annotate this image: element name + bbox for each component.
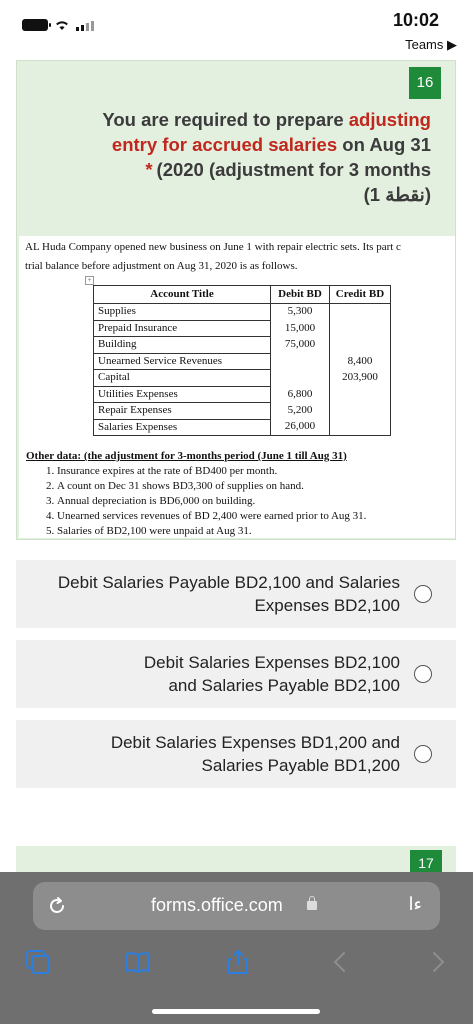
question-number: 17 bbox=[410, 850, 442, 876]
option-line: Expenses BD2,100 bbox=[254, 596, 400, 615]
table-cell bbox=[330, 337, 391, 354]
address-bar[interactable] bbox=[33, 882, 440, 930]
option-label bbox=[10, 571, 400, 617]
other-data-list bbox=[25, 464, 457, 539]
intro-text bbox=[25, 238, 453, 276]
other-data-heading: Other data: (the adjustment for 3-months period (June 1 till Aug 31) bbox=[26, 450, 347, 462]
table-cell: Utilities Expenses bbox=[94, 386, 271, 403]
table-anchor-icon: + bbox=[85, 276, 94, 285]
table-cell bbox=[271, 353, 330, 370]
option-line: Salaries Payable BD1,200 bbox=[201, 756, 400, 775]
table-cell: 15,000 bbox=[271, 320, 330, 337]
table-cell: 8,400 bbox=[330, 353, 391, 370]
option-line: Debit Salaries Expenses BD1,200 and bbox=[110, 733, 400, 752]
table-cell: Capital bbox=[94, 370, 271, 387]
trial-balance-table bbox=[93, 285, 391, 436]
answer-option-3[interactable] bbox=[16, 720, 456, 788]
status-bar bbox=[0, 0, 473, 56]
signal-icon bbox=[76, 19, 94, 31]
column-header: Account Title bbox=[94, 286, 271, 304]
table-row bbox=[94, 419, 391, 436]
title-highlight: entry for accrued salaries bbox=[111, 134, 338, 155]
title-text: You are required to prepare bbox=[102, 109, 349, 130]
question-number: 16 bbox=[409, 67, 441, 99]
table-row bbox=[94, 337, 391, 354]
status-icons bbox=[22, 19, 94, 31]
table-cell: Building bbox=[94, 337, 271, 354]
table-row bbox=[94, 320, 391, 337]
text-size-button[interactable]: ءا bbox=[408, 894, 422, 914]
radio-button[interactable] bbox=[414, 665, 432, 683]
question-title bbox=[51, 107, 431, 207]
table-cell: 75,000 bbox=[271, 337, 330, 354]
table-cell: 6,800 bbox=[271, 386, 330, 403]
back-icon[interactable] bbox=[326, 948, 354, 976]
table-row bbox=[94, 403, 391, 420]
table-row bbox=[94, 386, 391, 403]
back-to-app-link[interactable]: Teams ▶ bbox=[405, 37, 457, 52]
answer-option-2[interactable] bbox=[16, 640, 456, 708]
table-cell bbox=[330, 419, 391, 436]
table-cell bbox=[271, 370, 330, 387]
table-cell bbox=[330, 386, 391, 403]
lock-icon bbox=[307, 901, 317, 910]
answer-option-1[interactable] bbox=[16, 560, 456, 628]
table-cell: 5,200 bbox=[271, 403, 330, 420]
option-line: and Salaries Payable BD2,100 bbox=[168, 676, 400, 695]
battery-icon bbox=[22, 19, 48, 31]
table-cell: Supplies bbox=[94, 304, 271, 321]
table-cell: 203,900 bbox=[330, 370, 391, 387]
reload-icon[interactable] bbox=[45, 894, 69, 918]
table-cell: Unearned Service Revenues bbox=[94, 353, 271, 370]
option-label bbox=[144, 651, 400, 697]
list-item: 5. Salaries of BD2,100 were unpaid at Aug 31. bbox=[57, 524, 457, 539]
table-cell: Prepaid Insurance bbox=[94, 320, 271, 337]
list-item: 4. Unearned services revenues of BD 2,400 were earned prior to Aug 31. bbox=[57, 509, 457, 524]
radio-button[interactable] bbox=[414, 745, 432, 763]
table-cell: Repair Expenses bbox=[94, 403, 271, 420]
forward-icon[interactable] bbox=[424, 948, 452, 976]
browser-toolbar bbox=[0, 872, 473, 1024]
table-row bbox=[94, 353, 391, 370]
column-header: Debit BD bbox=[271, 286, 330, 304]
question-card bbox=[16, 60, 456, 540]
tabs-icon[interactable] bbox=[24, 948, 52, 976]
table-cell bbox=[330, 320, 391, 337]
intro-line: AL Huda Company opened new business on June 1 with repair electric sets. Its part c bbox=[25, 241, 401, 253]
table-cell bbox=[330, 304, 391, 321]
table-row bbox=[94, 304, 391, 321]
list-item: 3. Annual depreciation is BD6,000 on building. bbox=[57, 494, 457, 509]
radio-button[interactable] bbox=[414, 585, 432, 603]
option-line: Debit Salaries Expenses BD2,100 bbox=[143, 653, 400, 672]
table-cell: 5,300 bbox=[271, 304, 330, 321]
table-cell: 26,000 bbox=[271, 419, 330, 436]
table-cell: Salaries Expenses bbox=[94, 419, 271, 436]
bookmarks-icon[interactable] bbox=[124, 948, 152, 976]
table-cell bbox=[330, 403, 391, 420]
home-indicator[interactable] bbox=[152, 1009, 320, 1014]
wifi-icon bbox=[54, 19, 70, 31]
title-highlight: adjusting bbox=[348, 109, 431, 130]
option-label bbox=[111, 731, 400, 777]
list-item: 2. A count on Dec 31 shows BD3,300 of supplies on hand. bbox=[57, 479, 457, 494]
title-text: (2020 (adjustment for 3 months bbox=[156, 159, 431, 180]
url-text[interactable]: forms.office.com bbox=[151, 895, 283, 915]
points-label: (1 نقطة) bbox=[363, 184, 431, 205]
column-header: Credit BD bbox=[330, 286, 391, 304]
table-row bbox=[94, 370, 391, 387]
status-time: 10:02 bbox=[392, 10, 439, 30]
share-icon[interactable] bbox=[224, 948, 252, 976]
required-marker: * bbox=[145, 159, 153, 180]
list-item: 1. Insurance expires at the rate of BD400 per month. bbox=[57, 464, 457, 479]
option-line: Debit Salaries Payable BD2,100 and Salaries bbox=[57, 573, 400, 592]
intro-line: trial balance before adjustment on Aug 31, 2020 is as follows. bbox=[25, 260, 298, 272]
title-text: on Aug 31 bbox=[337, 134, 431, 155]
question-image bbox=[19, 236, 455, 538]
